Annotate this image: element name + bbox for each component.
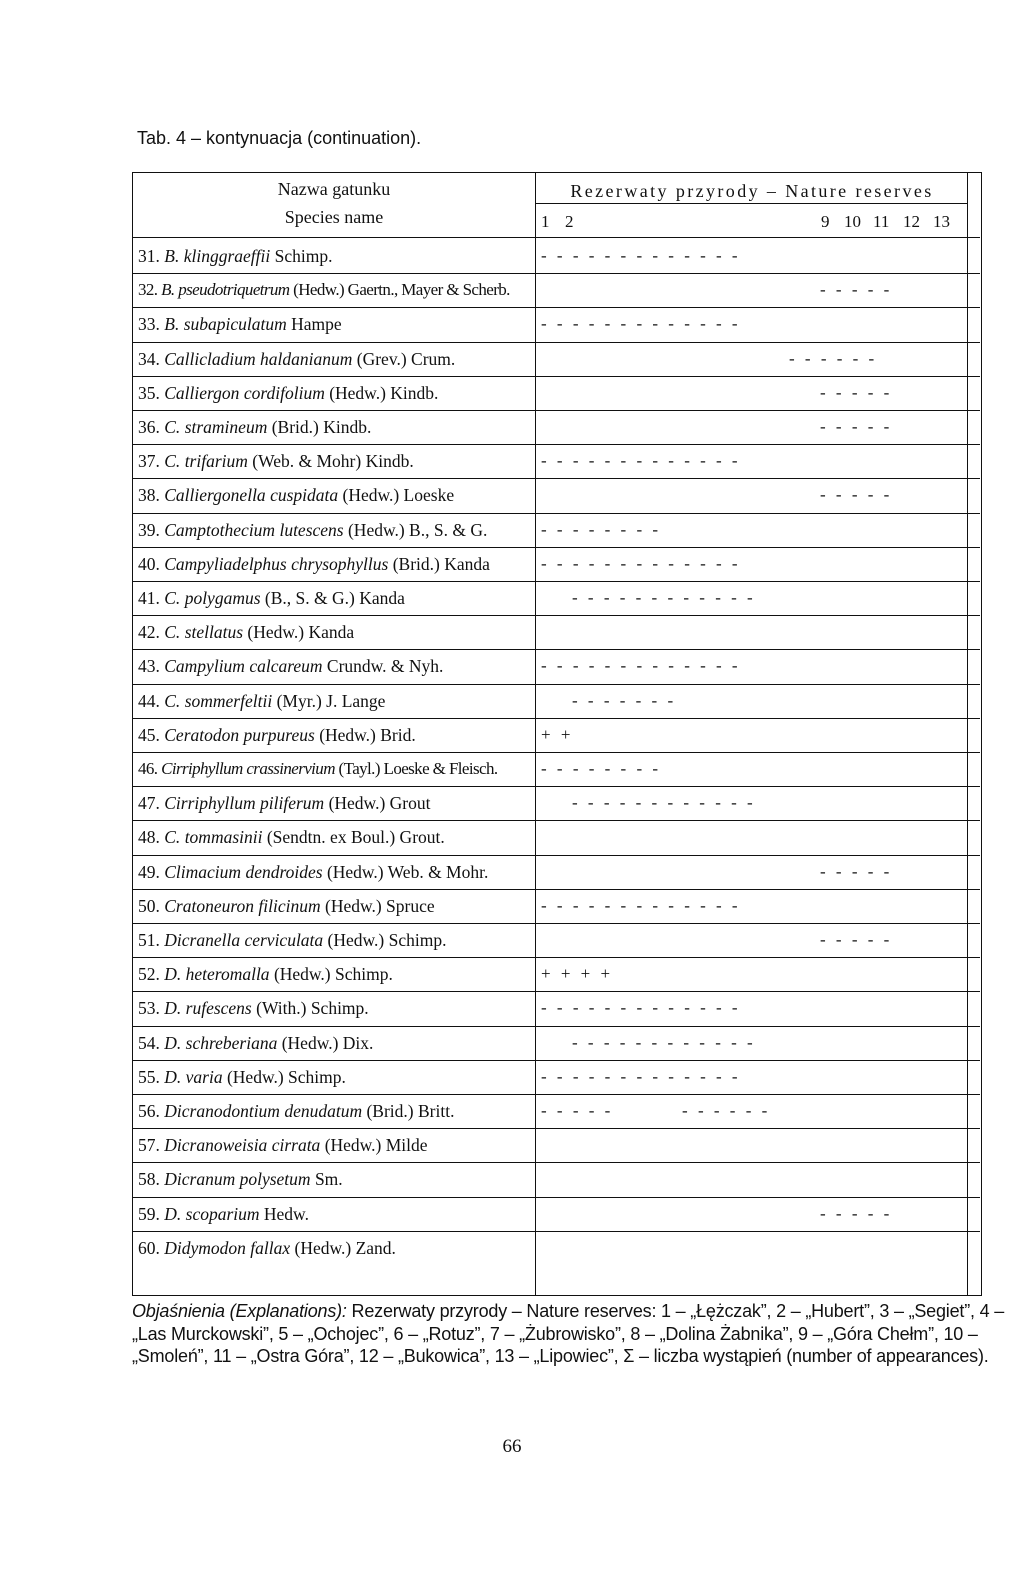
- species-author: Hampe: [291, 314, 342, 335]
- species-epithet: haldanianum: [260, 348, 353, 369]
- species-genus: C.: [164, 417, 181, 437]
- page-number: 66: [502, 1436, 522, 1457]
- table-row: [133, 239, 979, 273]
- species-epithet: lutescens: [279, 519, 344, 540]
- species-genus: C.: [164, 690, 181, 711]
- species-binomial: [164, 246, 270, 266]
- species-genus: Dicranella: [164, 930, 241, 950]
- species-number: 53.: [138, 998, 160, 1019]
- occurrence-marks: - - - - -: [820, 861, 890, 881]
- species-number: 36.: [138, 417, 160, 437]
- species-name: [138, 513, 487, 547]
- species-name: [138, 786, 430, 820]
- table-row: [133, 513, 979, 547]
- occurrence-marks: - - - - - - - - - - - -: [572, 793, 753, 813]
- species-author: (Brid.) Kanda: [392, 553, 490, 574]
- species-epithet: pseudotriquetrum: [178, 280, 290, 300]
- species-name: [138, 444, 414, 478]
- occurrence-marks: - - - - - - - - - - - - -: [541, 553, 738, 573]
- table-row: [133, 1197, 979, 1231]
- species-epithet: chrysophyllus: [291, 553, 389, 574]
- species-epithet: calcareum: [249, 656, 323, 677]
- species-author: (Hedw.) Gaertn., Mayer & Scherb.: [293, 280, 510, 300]
- species-binomial: [164, 554, 388, 574]
- table-row: [133, 615, 979, 649]
- species-number: 59.: [138, 1203, 160, 1224]
- occurrence-marks: - - - - - - - - - - - - -: [541, 998, 738, 1018]
- species-author: (Hedw.) Loeske: [342, 485, 455, 506]
- species-name: [138, 1094, 454, 1128]
- species-genus: Calliergon: [164, 382, 240, 403]
- species-genus: Cirriphyllum: [164, 793, 256, 814]
- species-name: [138, 239, 332, 273]
- occurrence-marks: - - - - - - - - - - - - -: [541, 895, 738, 915]
- species-epithet: piliferum: [260, 793, 325, 814]
- species-binomial: [164, 827, 262, 847]
- species-binomial: [164, 520, 343, 540]
- species-epithet: fallax: [250, 1237, 291, 1258]
- species-genus: D.: [164, 1066, 182, 1087]
- species-author: Hedw.: [263, 1203, 309, 1224]
- species-epithet: heteromalla: [185, 964, 270, 985]
- species-number: 45.: [138, 724, 160, 745]
- species-genus: Campyliadelphus: [164, 553, 287, 574]
- species-author: (Hedw.) Kanda: [247, 622, 355, 643]
- occurrence-marks: - - - - -: [820, 280, 890, 300]
- species-binomial: [164, 1204, 259, 1224]
- species-genus: D.: [164, 1032, 182, 1053]
- header-col-13: 13: [933, 212, 950, 231]
- species-number: 57.: [138, 1135, 160, 1156]
- explanations: [132, 1300, 1012, 1368]
- occurrence-marks: - - - - - - - - - - - - -: [541, 314, 738, 334]
- species-author: (Web. & Mohr) Kindb.: [252, 451, 414, 472]
- table-row: [133, 376, 979, 410]
- species-number: 60.: [138, 1237, 160, 1258]
- species-number: 41.: [138, 588, 160, 608]
- table-row: [133, 786, 979, 820]
- species-epithet: rufescens: [185, 998, 252, 1019]
- species-name: [138, 649, 443, 683]
- occurrence-marks: - - - - -: [820, 382, 890, 402]
- species-table: [132, 172, 982, 1296]
- species-number: 43.: [138, 656, 160, 677]
- species-binomial: [164, 1135, 320, 1155]
- species-epithet: cerviculata: [244, 930, 324, 950]
- species-name: [138, 957, 393, 991]
- occurrence-marks: - - - - - - -: [572, 690, 674, 710]
- species-author: Schimp.: [274, 246, 333, 266]
- species-epithet: polygamus: [184, 588, 261, 608]
- table-row: [133, 684, 979, 718]
- species-number: 55.: [138, 1066, 160, 1087]
- table-row: [133, 1026, 979, 1060]
- species-binomial: [164, 349, 352, 369]
- explanations-label: Objaśnienia (Explanations):: [132, 1301, 347, 1321]
- species-number: 52.: [138, 964, 160, 985]
- species-number: 48.: [138, 827, 160, 848]
- species-genus: B.: [161, 280, 175, 300]
- species-name: [138, 1197, 309, 1231]
- occurrence-marks: - - - - -: [820, 417, 890, 436]
- occurrence-marks: - - - - - -: [789, 348, 875, 368]
- species-epithet: cirrata: [271, 1135, 321, 1156]
- species-name: [138, 342, 455, 376]
- occurrence-marks: - - - - - - - - - - - - -: [541, 246, 738, 265]
- occurrence-marks: + + + +: [541, 964, 611, 984]
- species-author: (Grev.) Crum.: [356, 348, 456, 369]
- occurrence-marks: - - - - - - - - - - - -: [572, 1032, 753, 1052]
- species-genus: C.: [164, 588, 181, 608]
- species-genus: Dicranum: [164, 1169, 236, 1190]
- species-epithet: denudatum: [284, 1101, 363, 1121]
- occurrence-marks: - - - - -: [820, 485, 890, 505]
- species-epithet: varia: [185, 1066, 223, 1087]
- species-name: [138, 1060, 346, 1094]
- species-binomial: [164, 998, 252, 1018]
- table-row: [133, 649, 979, 683]
- species-genus: Ceratodon: [164, 724, 240, 745]
- species-author: (Hedw.) Dix.: [281, 1032, 374, 1053]
- species-binomial: [164, 964, 269, 984]
- species-binomial: [164, 793, 324, 813]
- species-binomial: [164, 656, 322, 676]
- species-name: [138, 410, 371, 444]
- species-number: 38.: [138, 485, 160, 506]
- header-col-11: 11: [873, 212, 890, 231]
- species-binomial: [164, 588, 260, 608]
- species-genus: C.: [164, 622, 181, 643]
- species-genus: B.: [164, 314, 180, 335]
- species-author: (Hedw.) Schimp.: [273, 964, 393, 985]
- species-author: (Hedw.) Brid.: [319, 724, 416, 745]
- species-genus: C.: [164, 827, 181, 848]
- species-name: [138, 718, 416, 752]
- table-row: [133, 581, 979, 615]
- table-row: [133, 1162, 979, 1196]
- species-epithet: polysetum: [239, 1169, 311, 1190]
- table-row: [133, 1128, 979, 1162]
- species-name: [138, 820, 445, 854]
- occurrence-marks: - - - - - - - - - - - -: [572, 588, 753, 607]
- species-binomial: [164, 314, 287, 334]
- occurrence-marks: - - - - - - - -: [541, 519, 659, 539]
- species-number: 58.: [138, 1169, 160, 1190]
- species-number: 42.: [138, 622, 160, 643]
- table-row: [133, 444, 979, 478]
- species-genus: B.: [164, 246, 180, 266]
- species-binomial: [164, 622, 243, 642]
- species-author: (Hedw.) Web. & Mohr.: [326, 861, 489, 882]
- species-binomial: [164, 451, 248, 471]
- species-name: [138, 684, 385, 718]
- species-number: 44.: [138, 690, 160, 711]
- species-genus: Callicladium: [164, 348, 256, 369]
- species-author: Sm.: [314, 1169, 343, 1190]
- species-author: Crundw. & Nyh.: [326, 656, 444, 677]
- species-genus: Campylium: [164, 656, 245, 677]
- species-number: 54.: [138, 1032, 160, 1053]
- species-number: 33.: [138, 314, 160, 335]
- species-number: 37.: [138, 451, 160, 472]
- species-number: 39.: [138, 519, 160, 540]
- species-epithet: dendroides: [245, 861, 323, 882]
- species-author: (Hedw.) Kindb.: [329, 382, 439, 403]
- occurrence-marks: - - - - - - - -: [541, 759, 659, 778]
- species-binomial: [164, 691, 272, 711]
- table-row: [133, 889, 979, 923]
- species-author: (Hedw.) Grout: [328, 793, 431, 814]
- species-name: [138, 1026, 373, 1060]
- species-name: [138, 478, 454, 512]
- header-bottom-line: [133, 237, 980, 238]
- table-row: [133, 478, 979, 512]
- species-epithet: sommerfeltii: [184, 690, 273, 711]
- species-binomial: [164, 930, 323, 950]
- table-row: [133, 410, 979, 444]
- species-genus: Climacium: [164, 861, 242, 882]
- table-row: [133, 273, 979, 307]
- species-number: 49.: [138, 861, 160, 882]
- species-epithet: trifarium: [184, 451, 248, 472]
- header-col-12: 12: [903, 212, 920, 231]
- species-genus: D.: [164, 1203, 182, 1224]
- species-genus: Cratoneuron: [164, 895, 255, 916]
- table-row: [133, 855, 979, 889]
- occurrence-marks: - - - - -: [820, 930, 890, 949]
- species-binomial: [164, 383, 325, 403]
- species-epithet: purpureus: [243, 724, 315, 745]
- species-genus: D.: [164, 964, 182, 985]
- header-name-en: Species name: [284, 207, 384, 227]
- species-name: [138, 889, 435, 923]
- species-binomial: [164, 896, 320, 916]
- species-name: [138, 923, 446, 957]
- species-binomial: [164, 485, 338, 505]
- table-row: [133, 1231, 979, 1265]
- species-name: [138, 1231, 396, 1265]
- table-row: [133, 820, 979, 854]
- species-genus: Dicranoweisia: [164, 1135, 268, 1156]
- occurrence-marks: - - - - - - - - - - - - -: [541, 1066, 738, 1086]
- occurrence-marks: + +: [541, 724, 571, 744]
- species-author: (Hedw.) Milde: [324, 1135, 428, 1156]
- species-name: [138, 1128, 428, 1162]
- species-epithet: klinggraeffii: [183, 246, 271, 266]
- species-number: 40.: [138, 553, 160, 574]
- species-epithet: tommasinii: [184, 827, 263, 848]
- species-binomial: [164, 725, 315, 745]
- species-epithet: cordifolium: [243, 382, 325, 403]
- table-row: [133, 923, 979, 957]
- header-col-10: 10: [844, 212, 861, 231]
- species-epithet: filicinum: [258, 895, 321, 916]
- species-epithet: crassinervium: [246, 759, 335, 778]
- species-binomial: [164, 1101, 362, 1121]
- species-author: (Hedw.) Schimp.: [327, 930, 447, 950]
- table-row: [133, 547, 979, 581]
- table-row: [133, 957, 979, 991]
- species-author: (Hedw.) Spruce: [325, 895, 435, 916]
- species-number: 31.: [138, 246, 160, 266]
- table-row: [133, 991, 979, 1025]
- table-row: [133, 307, 979, 341]
- species-genus: Cirriphyllum: [161, 759, 243, 778]
- species-epithet: stramineum: [184, 417, 268, 437]
- species-genus: Camptothecium: [164, 519, 276, 540]
- occurrence-marks: - - - - - - - - - - - - -: [541, 656, 738, 676]
- species-name: [138, 273, 510, 307]
- species-epithet: subapiculatum: [183, 314, 287, 335]
- species-number: 35.: [138, 382, 160, 403]
- species-author: (Myr.) J. Lange: [276, 690, 386, 711]
- species-author: (Hedw.) B., S. & G.: [347, 519, 488, 540]
- table-row: [133, 752, 979, 786]
- header-reserves: Rezerwaty przyrody – Nature reserves: [570, 181, 934, 201]
- species-genus: Didymodon: [164, 1237, 246, 1258]
- species-name: [138, 991, 369, 1025]
- species-name: [138, 615, 354, 649]
- species-author: (B., S. & G.) Kanda: [264, 588, 405, 608]
- table-row: [133, 718, 979, 752]
- species-number: 32.: [138, 280, 158, 300]
- species-number: 46.: [138, 759, 158, 778]
- species-epithet: scoparium: [185, 1203, 260, 1224]
- species-name: [138, 752, 498, 786]
- species-genus: C.: [164, 451, 181, 472]
- species-epithet: schreberiana: [185, 1032, 278, 1053]
- explanations-text: Rezerwaty przyrody – Nature reserves: 1 – „Łężczak”, 2 – „Hubert”, 3 – „Segiet”, 4 – „Las Murckowski”, 5 – „Ochojec”, 6 – „Rotuz”, 7 – „Żubrowisko”, 8 – „Dolina Żabnika”, 9 – „Góra Chełm”, 10 – „Smoleń”, 11 – „Ostra Góra”, 12 – „Bukowica”, 13 – „Lipowiec”, Σ – liczba wystąpień (number of appearances).: [132, 1301, 1005, 1366]
- species-binomial: [161, 280, 289, 299]
- species-name: [138, 547, 490, 581]
- species-author: (Brid.) Britt.: [366, 1101, 455, 1121]
- species-author: (With.) Schimp.: [256, 998, 369, 1019]
- species-binomial: [164, 1033, 277, 1053]
- species-number: 56.: [138, 1101, 160, 1121]
- table-row: [133, 342, 979, 376]
- species-binomial: [164, 1169, 310, 1189]
- species-name: [138, 855, 488, 889]
- table-row: [133, 1094, 979, 1128]
- header-col-9: 9: [821, 212, 830, 231]
- species-binomial: [164, 417, 267, 437]
- species-epithet: stellatus: [184, 622, 244, 643]
- species-epithet: cuspidata: [270, 485, 339, 506]
- species-author: (Hedw.) Schimp.: [226, 1066, 346, 1087]
- table-row: [133, 1060, 979, 1094]
- occurrence-marks: - - - - - - - - - - - - -: [541, 451, 738, 471]
- species-number: 34.: [138, 348, 160, 369]
- species-genus: Calliergonella: [164, 485, 266, 506]
- species-genus: D.: [164, 998, 182, 1019]
- species-binomial: [164, 1238, 290, 1258]
- species-number: 50.: [138, 895, 160, 916]
- header-col-2: 2: [565, 212, 574, 231]
- species-author: (Tayl.) Loeske & Fleisch.: [338, 759, 498, 778]
- header-col-1: 1: [541, 212, 550, 231]
- species-binomial: [164, 862, 322, 882]
- occurrence-marks: - - - - - - - - - - -: [541, 1101, 768, 1120]
- header-name-pl: Nazwa gatunku: [277, 179, 391, 199]
- species-name: [138, 581, 405, 615]
- table-caption: Tab. 4 – kontynuacja (continuation).: [137, 128, 422, 148]
- species-name: [138, 376, 438, 410]
- species-author: (Sendtn. ex Boul.) Grout.: [266, 827, 445, 848]
- species-number: 51.: [138, 930, 160, 950]
- occurrence-marks: - - - - -: [820, 1203, 890, 1223]
- species-number: 47.: [138, 793, 160, 814]
- species-binomial: [164, 1067, 222, 1087]
- species-author: (Brid.) Kindb.: [271, 417, 372, 437]
- species-name: [138, 307, 342, 341]
- species-binomial: [161, 759, 335, 778]
- species-name: [138, 1162, 343, 1196]
- species-author: (Hedw.) Zand.: [294, 1237, 396, 1258]
- species-genus: Dicranodontium: [164, 1101, 280, 1121]
